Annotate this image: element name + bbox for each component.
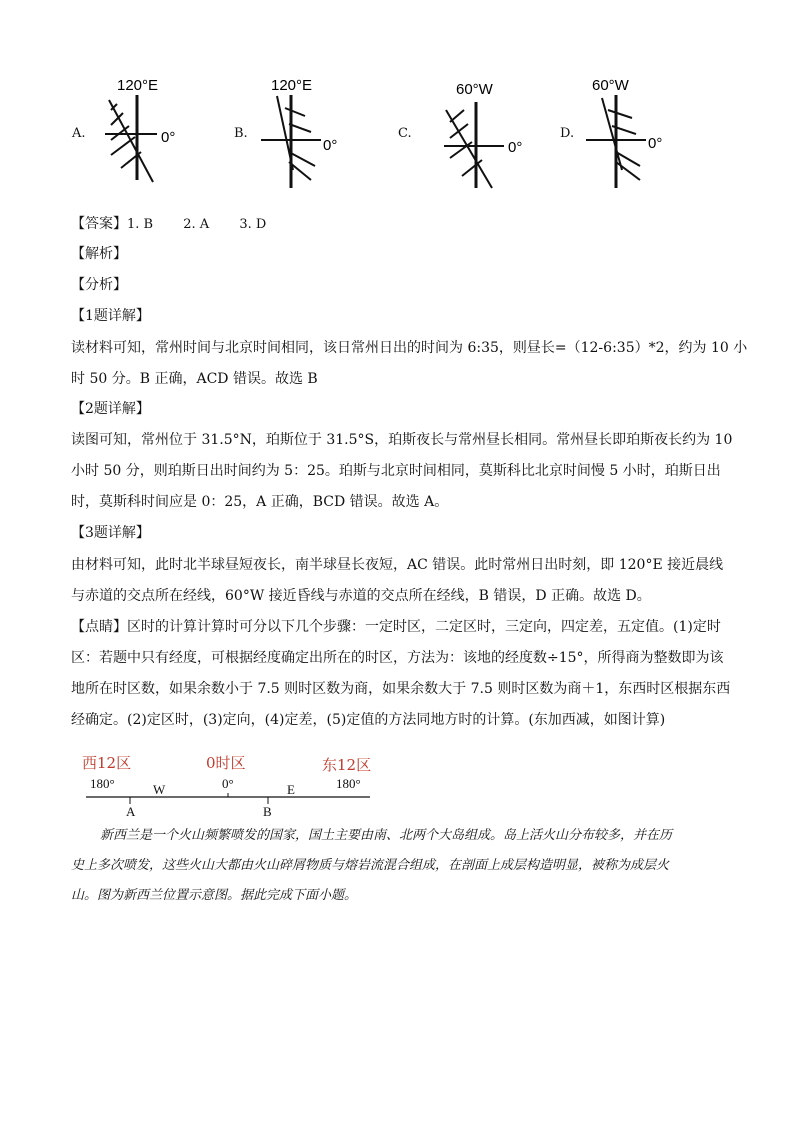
zero-deg-label: 0° [222,776,234,791]
q3-line: 与赤道的交点所在经线，60°W 接近昏线与赤道的交点所在经线，B 错误，D 正确。故选 D。 [71,588,651,604]
nz-line: 新西兰是一个火山频繁喷发的国家，国土主要由南、北两个大岛组成。岛上活火山分布较多，并在历 [100,828,673,843]
meridian-label: 60°W [456,81,493,98]
meridian-label: 60°W [592,77,629,94]
option-c-figure [438,76,553,196]
west-label: W [153,782,166,797]
answer-2: 2. A [183,217,210,232]
q1-title: 【1题详解】 [71,308,150,324]
option-letter: D. [560,126,575,141]
right-180-label: 180° [336,776,361,791]
dianjing-line: 区：若题中只有经度，可根据经度确定出所在的时区，方法为：该地的经度数÷15°，所得商为整数即为该 [71,650,724,666]
q2-line: 读图可知，常州位于 31.5°N，珀斯位于 31.5°S，珀斯夜长与常州昼长相同。常州昼长即珀斯夜长约为 10 [71,432,733,448]
answer-line [71,213,266,233]
point-a-label: A [126,804,136,819]
equator-label: 0° [161,129,176,146]
left-180-label: 180° [90,776,115,791]
fenxi-heading: 【分析】 [71,277,127,293]
q2-line: 时，莫斯科时间应是 0：25，A 正确，BCD 错误。故选 A。 [71,494,449,510]
dianjing-line: 地所在时区数，如果余数小于 7.5 则时区数为商，如果余数大于 7.5 则时区数为商＋1，东西时区根据东西 [71,681,731,697]
answer-3: 3. D [239,217,267,232]
point-b-label: B [263,804,272,819]
q3-line: 由材料可知，此时北半球昼短夜长，南半球昼长夜短，AC 错误。此时常州日出时刻，即 120°E 接近晨线 [71,557,724,573]
q1-line: 时 50 分。B 正确，ACD 错误。故选 B [71,371,318,387]
option-b-figure [255,70,370,190]
dianjing-line: 经确定。(2)定区时，(3)定向，(4)定差，(5)定值的方法同地方时的计算。(东加西减，如图计算) [71,712,666,728]
meridian-label: 120°E [117,77,159,94]
option-letter: C. [398,126,412,141]
option-letter: B. [234,126,248,141]
nz-line: 史上多次喷发，这些火山大都由火山碎屑物质与熔岩流混合组成，在剖面上成层构造明显，被称为成层火 [71,858,670,873]
zone-0-label: 0时区 [206,754,246,772]
analysis-heading: 【解析】 [71,246,127,262]
equator-label: 0° [508,139,523,156]
dianjing-line: 【点睛】区时的计算计算时可分以下几个步骤：一定时区，二定区时，三定向，四定差，五定值。(1)定时 [71,619,721,635]
q3-title: 【3题详解】 [71,525,150,541]
equator-label: 0° [648,135,663,152]
q2-title: 【2题详解】 [71,401,150,417]
east-12-label: 东12区 [322,756,372,774]
answer-1: 1. B [127,217,154,232]
west-12-label: 西12区 [82,754,132,772]
q2-line: 小时 50 分，则珀斯日出时间约为 5：25。珀斯与北京时间相同，莫斯科比北京时间慢 5 小时，珀斯日出 [71,463,721,479]
option-a-figure [95,70,210,190]
q1-line: 读材料可知，常州时间与北京时间相同，该日常州日出的时间为 6:35，则昼长=（12-6:35）*2，约为 10 小 [71,340,748,356]
meridian-label: 120°E [271,77,313,94]
east-label: E [287,782,295,797]
answer-label: 【答案】 [71,216,127,232]
nz-line: 山。图为新西兰位置示意图。据此完成下面小题。 [71,888,358,903]
option-d-figure [582,70,697,190]
equator-label: 0° [323,137,338,154]
option-letter: A. [72,126,86,141]
timezone-axis [80,772,380,822]
